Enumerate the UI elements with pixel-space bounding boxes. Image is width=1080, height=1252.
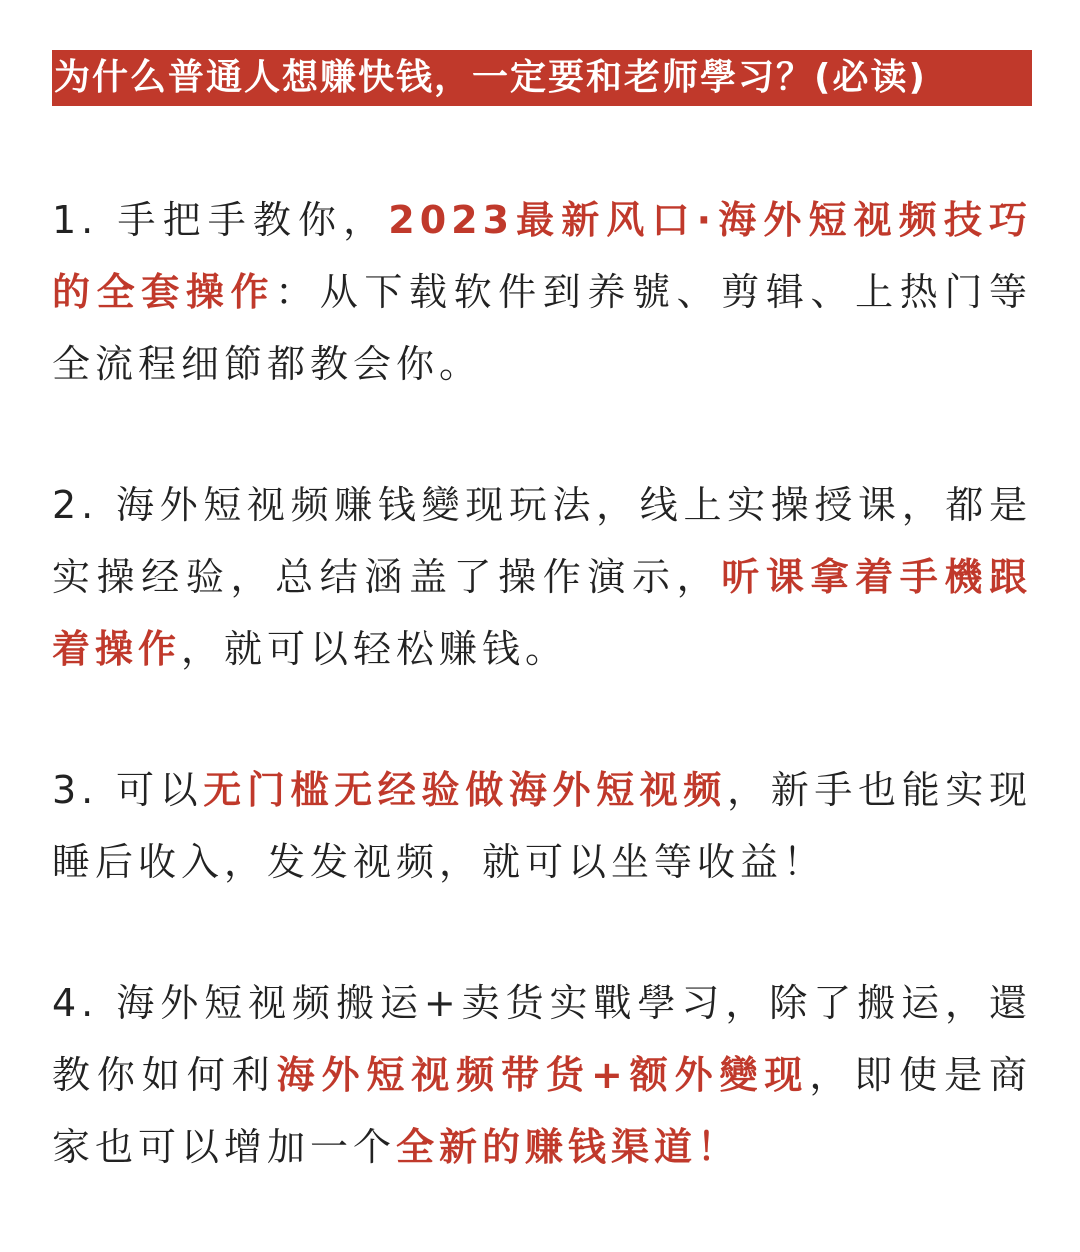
point-4 [52, 967, 1032, 1183]
article-body [52, 184, 1032, 1252]
banner-title: 为什么普通人想赚快钱，一定要和老师學习？(必读) [54, 57, 927, 98]
point-4-highlight: 全新的赚钱渠道！ [396, 1125, 741, 1169]
point-4-highlight: 海外短视频带货+额外變现 [276, 1053, 810, 1097]
point-2-segment: ，就可以轻松赚钱。 [181, 627, 569, 671]
point-2-highlight: 听课拿着手機跟着操作 [52, 555, 1032, 671]
point-1 [52, 184, 1032, 400]
point-3 [52, 754, 1032, 898]
point-3-segment: ，新手也能实现睡后收入，发发视频，就可以坐等收益！ [52, 768, 1032, 884]
point-2-segment: 2. 海外短视频赚钱變现玩法，线上实操授课，都是实操经验，总结涵盖了操作演示， [52, 483, 1032, 599]
title-banner [52, 50, 1032, 106]
point-4-segment: ，即使是商家也可以增加一个 [52, 1053, 1032, 1169]
point-3-highlight: 无门槛无经验做海外短视频 [203, 768, 728, 812]
point-2 [52, 469, 1032, 685]
point-3-segment: 3. 可以 [52, 768, 204, 812]
point-4-segment: 4. 海外短视频搬运+卖货实戰學习，除了搬运，還教你如何利 [52, 981, 1032, 1097]
point-1-segment: ：从下载软件到养號、剪辑、上热门等全流程细節都教会你。 [52, 270, 1032, 386]
point-1-segment: 1. 手把手教你， [52, 198, 389, 242]
point-1-highlight: 2023最新风口·海外短视频技巧的全套操作 [52, 198, 1032, 314]
